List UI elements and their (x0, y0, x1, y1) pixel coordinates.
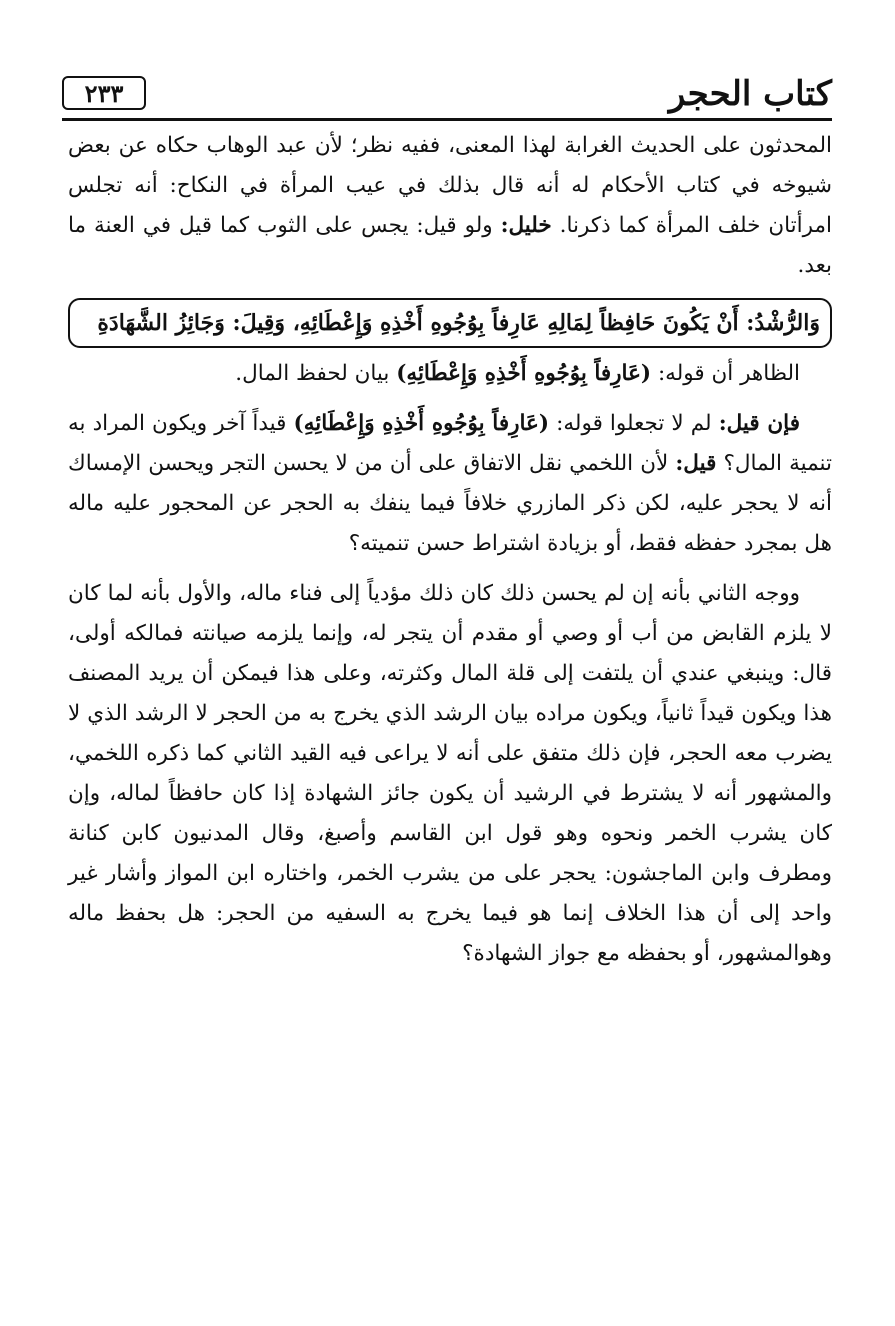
khalil-label: خليل: (500, 213, 552, 238)
book-title: كتاب الحجر (668, 74, 832, 114)
paragraph-3-quote: (عَارِفاً بِوُجُوهِ أَخْذِهِ وَإِعْطَائِهِ) (293, 411, 550, 436)
page-number: ٢٣٣ (62, 76, 146, 110)
paragraph-2-intro: الظاهر أن قوله: (657, 361, 800, 386)
paragraph-3-intro: لم لا تجعلوا قوله: (556, 411, 712, 436)
paragraph-2-rest: بيان لحفظ المال. (235, 361, 390, 386)
header-rule (62, 118, 832, 121)
page-body (68, 126, 832, 974)
paragraph-2-quote: (عَارِفاً بِوُجُوهِ أَخْذِهِ وَإِعْطَائِهِ) (396, 361, 652, 386)
paragraph-3 (68, 404, 832, 564)
paragraph-4: ووجه الثاني بأنه إن لم يحسن ذلك كان ذلك مؤدياً إلى فناء ماله، والأول بأنه لما كان لا يلزم القابض من أب أو وصي أو مقدم أن يتجر له، وإنما يلزمه صيانته فمالكه أولى، قال: وينبغي عندي أن يلتفت إلى قلة المال وكثرته، وعلى هذا فيمكن أن يريد المصنف هذا ويكون قيداً ثانياً، ويكون مراده بيان الرشد الذي يخرج به من الحجر لا الرشد الذي لا يضرب معه الحجر، فإن ذلك متفق على أنه لا يراعى فيه القيد الثاني كما ذكره اللخمي، والمشهور أنه لا يشترط في الرشيد أن يكون جائز الشهادة إذا كان حافظاً لماله، وإن كان يشرب الخمر ونحوه وهو قول ابن القاسم وأصبغ، وقال المدنيون كابن كنانة ومطرف وابن الماجشون: يحجر على من يشرب الخمر، واختاره ابن المواز وأشار غير واحد إلى أن هذا الخلاف إنما هو فيما يخرج به السفيه من الحجر: هل بحفظ ماله وهوالمشهور، أو بحفظه مع جواز الشهادة؟ (68, 581, 832, 966)
paragraph-1-text: المحدثون على الحديث الغرابة لهذا المعنى، ففيه نظر؛ لأن عبد الوهاب حكاه عن بعض شيوخه في كتاب الأحكام له أنه قال بذلك في عيب المرأة في النكاح: أنه تجلس امرأتان خلف المرأة كما ذكرنا. (68, 133, 832, 238)
paragraph-1 (68, 126, 832, 286)
page-header (62, 68, 832, 120)
paragraph-3-rest: لأن اللخمي نقل الاتفاق على أن من لا يحسن التجر ويحسن الإمساك أنه لا يحجر عليه، لكن ذكر المازري خلافاً فيما ينفك به الحجر عن المحجور عليه ماله هل بمجرد حفظه فقط، أو بزيادة اشتراط حسن تنميته؟ (68, 451, 832, 556)
answer-label: قيل: (675, 451, 717, 476)
question-label: فإن قيل: (718, 411, 801, 436)
matn-box: وَالرُّشْدُ: أَنْ يَكُونَ حَافِظاً لِمَالِهِ عَارِفاً بِوُجُوهِ أَخْذِهِ وَإِعْطَائِهِ، وَقِيلَ: وَجَائِزُ الشَّهَادَةِ (68, 298, 832, 348)
paragraph-1-rest: ولو قيل: يجس على الثوب كما قيل في العنة ما بعد. (68, 213, 832, 278)
paragraph-2 (68, 354, 832, 394)
paragraph-3-middle: قيداً آخر ويكون المراد به تنمية المال؟ (68, 411, 832, 476)
